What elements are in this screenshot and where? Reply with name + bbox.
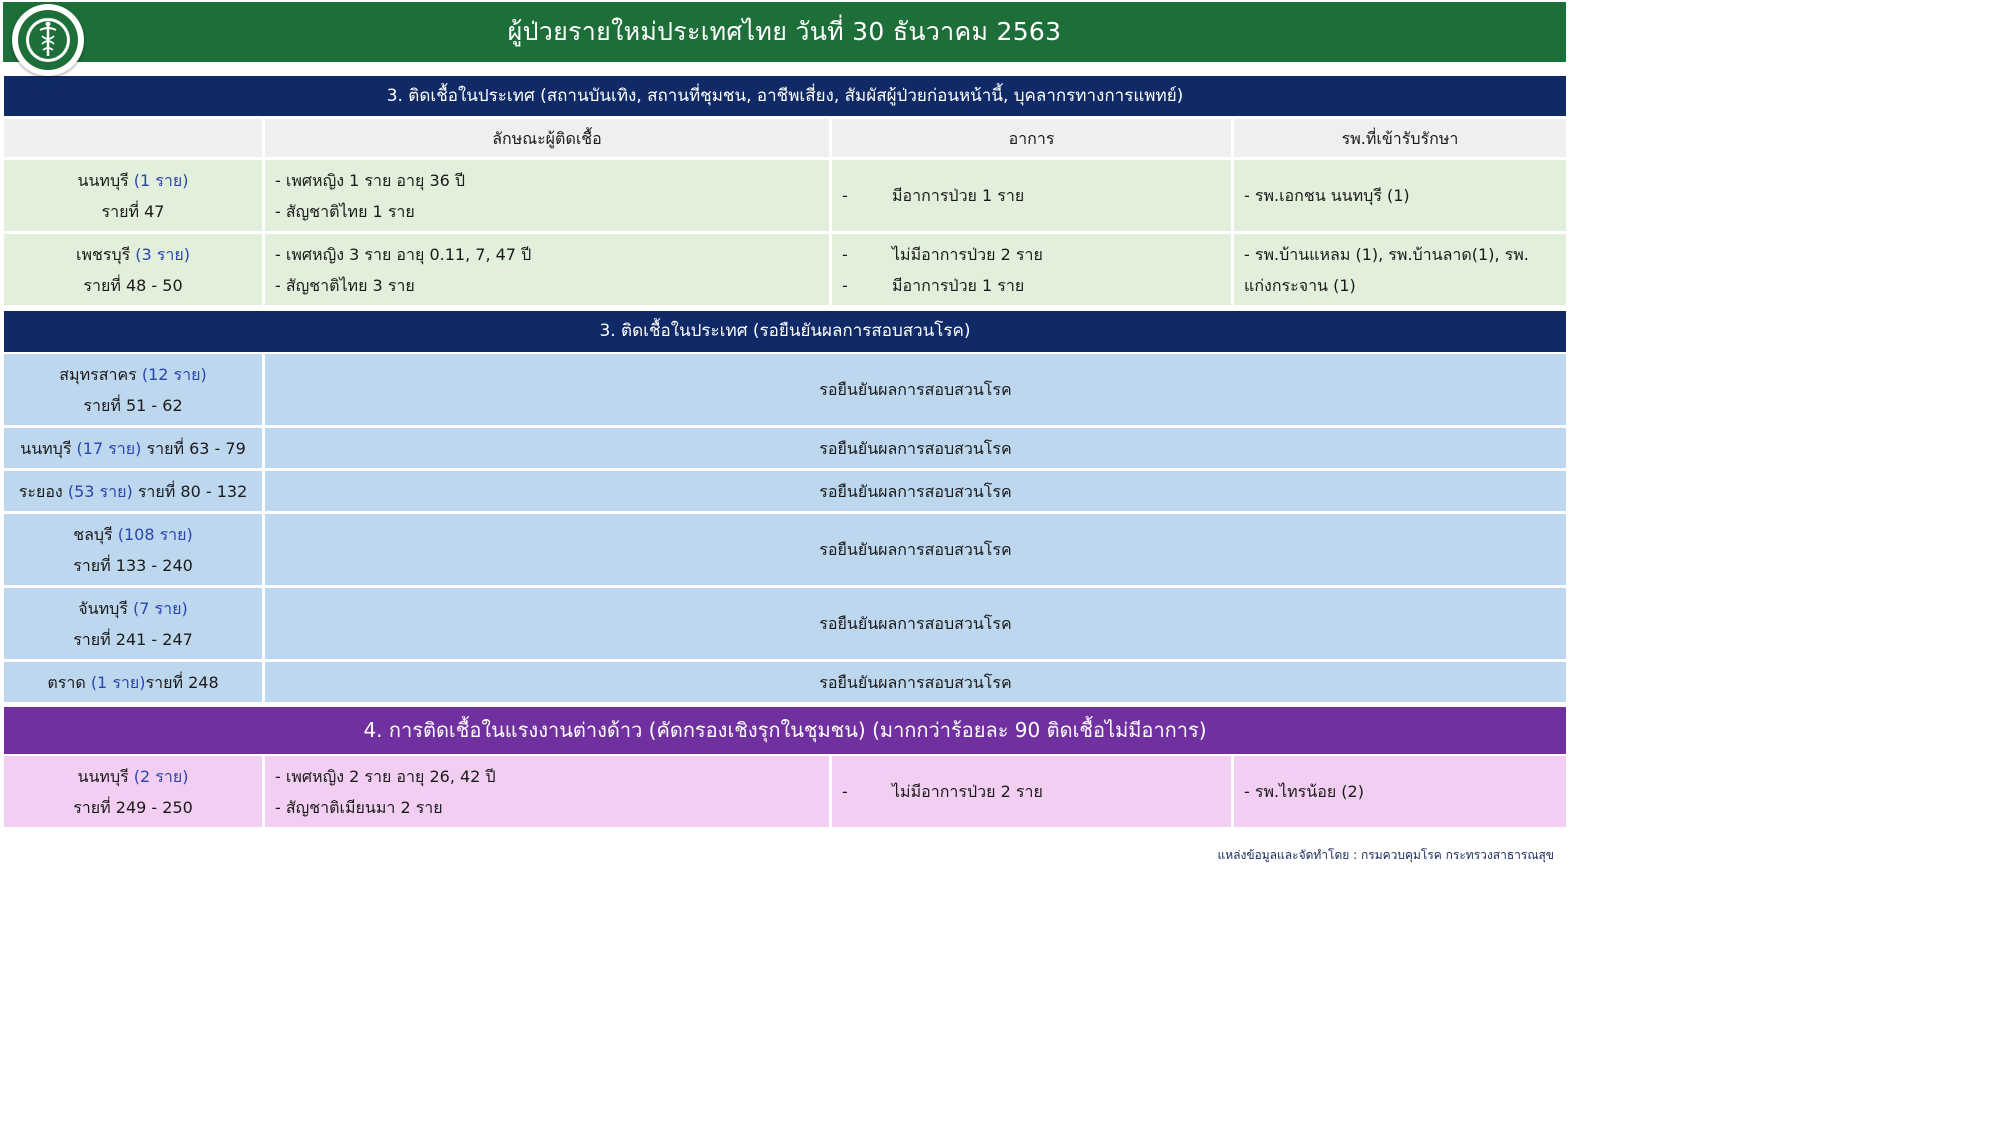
case-count: (7 ราย) xyxy=(133,598,188,618)
source-footer: แหล่งข้อมูลและจัดทำโดย : กรมควบคุมโรค กระทรวงสาธารณสุข xyxy=(1217,848,1554,862)
province-name: สมุทรสาคร xyxy=(59,364,137,384)
case-range: รายที่ 248 xyxy=(145,672,219,692)
province-cell xyxy=(4,662,265,705)
pending-status: รอยืนยันผลการสอบสวนโรค xyxy=(265,514,1566,588)
province-cell xyxy=(4,514,265,588)
province-cell xyxy=(4,354,265,428)
page-title: ผู้ป่วยรายใหม่ประเทศไทย วันที่ 30 ธันวาคม 2563 xyxy=(507,17,1062,46)
traits-cell xyxy=(265,756,832,830)
province-name: จันทบุรี xyxy=(78,598,128,618)
province-cell xyxy=(4,756,265,830)
ministry-of-public-health-logo xyxy=(12,4,84,76)
section-pending-title: 3. ติดเชื้อในประเทศ (รอยืนยันผลการสอบสวนโรค) xyxy=(599,321,971,341)
section-migrant-header xyxy=(4,707,1566,754)
province-cell xyxy=(4,160,265,234)
trait-line: - เพศหญิง 2 ราย อายุ 26, 42 ปี xyxy=(275,766,496,786)
table-row xyxy=(4,354,1566,428)
trait-line: - สัญชาติไทย 1 ราย xyxy=(275,201,415,221)
case-count: (1 ราย) xyxy=(90,672,146,692)
domestic-cases-table xyxy=(4,119,1566,308)
case-range: รายที่ 133 - 240 xyxy=(73,555,193,575)
traits-cell xyxy=(265,160,832,234)
case-count: (53 ราย) xyxy=(67,481,133,501)
symptom-text: มีอาการป่วย 1 ราย xyxy=(892,186,1025,205)
symptom-text: ไม่มีอาการป่วย 2 ราย xyxy=(892,244,1043,264)
case-count: (2 ราย) xyxy=(133,766,189,786)
pending-status: รอยืนยันผลการสอบสวนโรค xyxy=(265,471,1566,514)
case-range: รายที่ 48 - 50 xyxy=(83,275,183,295)
case-range: รายที่ 63 - 79 xyxy=(146,438,246,458)
column-header-hospital: รพ.ที่เข้ารับรักษา xyxy=(1234,119,1566,160)
province-name: เพชรบุรี xyxy=(75,244,131,264)
table-row xyxy=(4,428,1566,471)
trait-line: - เพศหญิง 1 ราย อายุ 36 ปี xyxy=(275,170,466,190)
symptom-dash: - xyxy=(842,275,848,295)
trait-line: - สัญชาติไทย 3 ราย xyxy=(275,275,415,295)
symptom-text: มีอาการป่วย 1 ราย xyxy=(892,275,1025,295)
trait-line: - สัญชาติเมียนมา 2 ราย xyxy=(275,797,443,817)
province-name: นนทบุรี xyxy=(77,170,129,190)
hospital-cell xyxy=(1234,234,1566,308)
case-range: รายที่ 80 - 132 xyxy=(137,481,248,501)
table-row xyxy=(4,471,1566,514)
column-header-traits: ลักษณะผู้ติดเชื้อ xyxy=(265,119,832,160)
hospital-line: - รพ.ไทรน้อย (2) xyxy=(1244,782,1364,801)
column-header-symptoms: อาการ xyxy=(832,119,1234,160)
province-name: ระยอง xyxy=(18,481,63,501)
table-row xyxy=(4,234,1566,308)
section-domestic-header xyxy=(4,76,1566,116)
symptoms-cell xyxy=(832,756,1234,830)
case-count: (1 ราย) xyxy=(133,170,189,190)
province-cell xyxy=(4,588,265,662)
case-range: รายที่ 241 - 247 xyxy=(73,629,193,649)
column-header-province xyxy=(4,119,265,160)
logo-emblem-icon xyxy=(16,8,80,72)
hospital-line: แก่งกระจาน (1) xyxy=(1244,275,1356,295)
hospital-line: - รพ.เอกชน นนทบุรี (1) xyxy=(1244,186,1410,205)
section-domestic-title: 3. ติดเชื้อในประเทศ (สถานบันเทิง, สถานที่ชุมชน, อาชีพเสี่ยง, สัมผัสผู้ป่วยก่อนหน้านี้, บุคลากรทางการแพทย์) xyxy=(386,86,1184,106)
case-range: รายที่ 249 - 250 xyxy=(73,797,193,817)
table-header-row xyxy=(4,119,1566,160)
trait-line: - เพศหญิง 3 ราย อายุ 0.11, 7, 47 ปี xyxy=(275,244,532,264)
pending-investigation-table xyxy=(4,354,1566,705)
symptoms-cell xyxy=(832,234,1234,308)
symptoms-cell xyxy=(832,160,1234,234)
province-name: ตราด xyxy=(47,672,86,692)
traits-cell xyxy=(265,234,832,308)
province-cell xyxy=(4,471,265,514)
hospital-cell xyxy=(1234,756,1566,830)
symptom-dash: - xyxy=(842,782,848,801)
hospital-line: - รพ.บ้านแหลม (1), รพ.บ้านลาด(1), รพ. xyxy=(1244,244,1529,264)
page-header xyxy=(3,2,1566,64)
case-count: (17 ราย) xyxy=(76,438,142,458)
table-row xyxy=(4,588,1566,662)
case-range: รายที่ 51 - 62 xyxy=(83,395,183,415)
case-count: (108 ราย) xyxy=(117,524,193,544)
pending-status: รอยืนยันผลการสอบสวนโรค xyxy=(265,588,1566,662)
section-pending-header xyxy=(4,311,1566,352)
symptom-dash: - xyxy=(842,244,848,264)
province-cell xyxy=(4,428,265,471)
table-row xyxy=(4,662,1566,705)
case-range: รายที่ 47 xyxy=(101,201,165,221)
symptom-text: ไม่มีอาการป่วย 2 ราย xyxy=(892,782,1043,801)
province-name: นนทบุรี xyxy=(77,766,129,786)
table-row xyxy=(4,514,1566,588)
hospital-cell xyxy=(1234,160,1566,234)
section-migrant-title: 4. การติดเชื้อในแรงงานต่างด้าว (คัดกรองเชิงรุกในชุมชน) (มากกว่าร้อยละ 90 ติดเชื้อไม่มีอาการ) xyxy=(363,718,1207,742)
table-row xyxy=(4,756,1566,830)
province-cell xyxy=(4,234,265,308)
province-name: ชลบุรี xyxy=(73,524,113,544)
case-count: (12 ราย) xyxy=(141,364,207,384)
migrant-workers-table xyxy=(4,756,1566,830)
pending-status: รอยืนยันผลการสอบสวนโรค xyxy=(265,662,1566,705)
case-count: (3 ราย) xyxy=(135,244,190,264)
table-row xyxy=(4,160,1566,234)
province-name: นนทบุรี xyxy=(20,438,72,458)
symptom-dash: - xyxy=(842,186,848,205)
pending-status: รอยืนยันผลการสอบสวนโรค xyxy=(265,428,1566,471)
pending-status: รอยืนยันผลการสอบสวนโรค xyxy=(265,354,1566,428)
